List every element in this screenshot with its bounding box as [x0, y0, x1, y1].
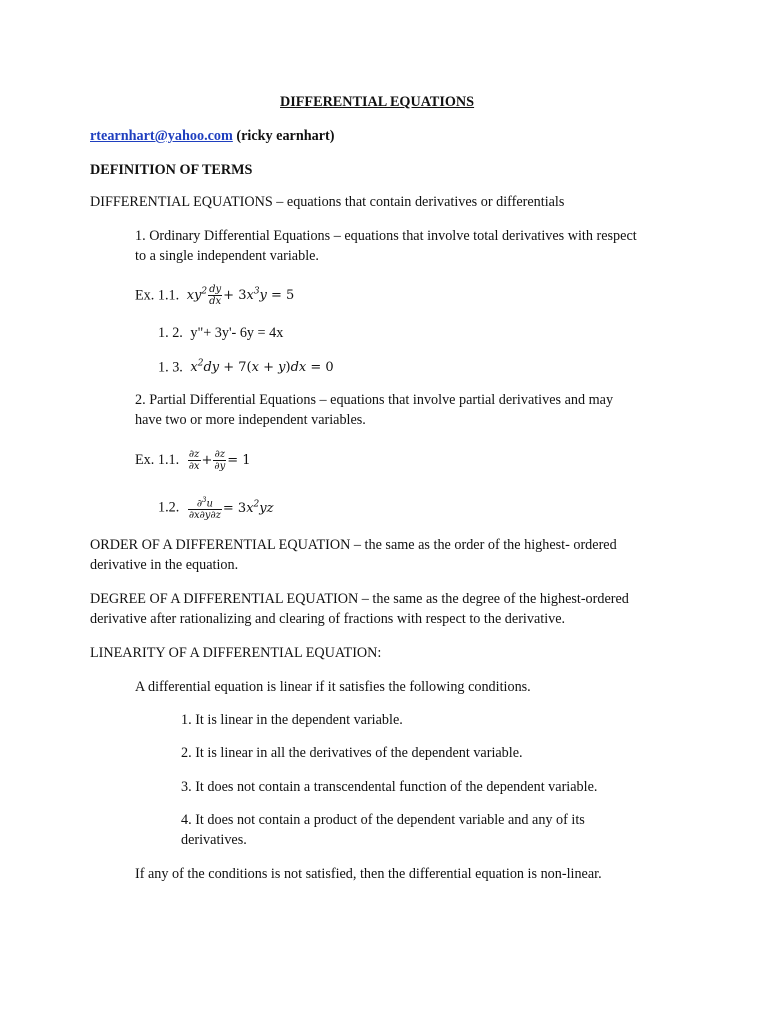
pde-definition-line1: 2. Partial Differential Equations – equations that involve partial derivatives and may — [135, 392, 614, 408]
author-name: (ricky earnhart) — [236, 128, 335, 144]
ode-example-3-label: 1. 3. — [158, 359, 183, 376]
ode-example-2 — [158, 324, 283, 342]
document-title: DIFFERENTIAL EQUATIONS — [280, 94, 475, 110]
pde-example-1-equation: $\frac{\partial z}{\partial x}$ + $\frac{\partial z}{\partial y}$ = 1 — [188, 449, 251, 472]
linearity-condition-3: 3. It does not contain a transcendental function of the dependent variable. — [181, 779, 598, 795]
ode-example-2-equation: y"+ 3y'- 6y = 4x — [190, 325, 284, 341]
email-link[interactable]: rtearnhart@yahoo.com — [90, 128, 233, 144]
ode-definition-line2: to a single independent variable. — [135, 248, 319, 264]
ode-example-1-equation: $xy^2$ $\frac{dy}{dx}$ + $3x^3y = 5$ — [186, 284, 295, 308]
linearity-condition-1: 1. It is linear in the dependent variable. — [181, 712, 403, 728]
linearity-condition-2: 2. It is linear in all the derivatives of the dependent variable. — [181, 745, 523, 761]
order-definition-line1: ORDER OF A DIFFERENTIAL EQUATION – the same as the order of the highest- ordered — [90, 537, 617, 553]
linearity-intro: A differential equation is linear if it satisfies the following conditions. — [135, 679, 531, 695]
ode-example-1-label: Ex. 1.1. — [135, 287, 180, 304]
ode-example-2-label: 1. 2. — [158, 325, 183, 341]
author-line — [90, 127, 334, 145]
linearity-heading: LINEARITY OF A DIFFERENTIAL EQUATION: — [90, 645, 382, 661]
pde-example-2-equation: $\frac{\partial^3u}{\partial x\partial y\partial z}$ = $3x^2yz$ — [188, 496, 274, 522]
ode-example-1 — [135, 283, 294, 307]
pde-example-1-label: Ex. 1.1. — [135, 452, 180, 468]
pde-definition-line2: have two or more independent variables. — [135, 412, 366, 428]
definition-heading: DEFINITION OF TERMS — [90, 162, 253, 178]
pde-example-2 — [158, 495, 273, 521]
de-definition: DIFFERENTIAL EQUATIONS – equations that contain derivatives or differentials — [90, 194, 565, 210]
ode-example-3-equation: $x^2dy + 7(x + y)dx = 0$ — [190, 359, 334, 376]
degree-definition-line1: DEGREE OF A DIFFERENTIAL EQUATION – the same as the degree of the highest-ordered — [90, 591, 629, 607]
linearity-closing: If any of the conditions is not satisfied, then the differential equation is non-linear. — [135, 866, 602, 882]
order-definition-line2: derivative in the equation. — [90, 557, 239, 573]
linearity-condition-4-line1: 4. It does not contain a product of the dependent variable and any of its — [181, 812, 585, 828]
degree-definition-line2: derivative after rationalizing and clearing of fractions with respect to the derivative. — [90, 611, 566, 627]
ode-example-3 — [158, 355, 334, 377]
pde-example-2-label: 1.2. — [158, 499, 180, 516]
ode-definition-line1: 1. Ordinary Differential Equations – equations that involve total derivatives with respect — [135, 228, 637, 244]
linearity-condition-4-line2: derivatives. — [181, 832, 247, 848]
pde-example-1 — [135, 449, 251, 472]
